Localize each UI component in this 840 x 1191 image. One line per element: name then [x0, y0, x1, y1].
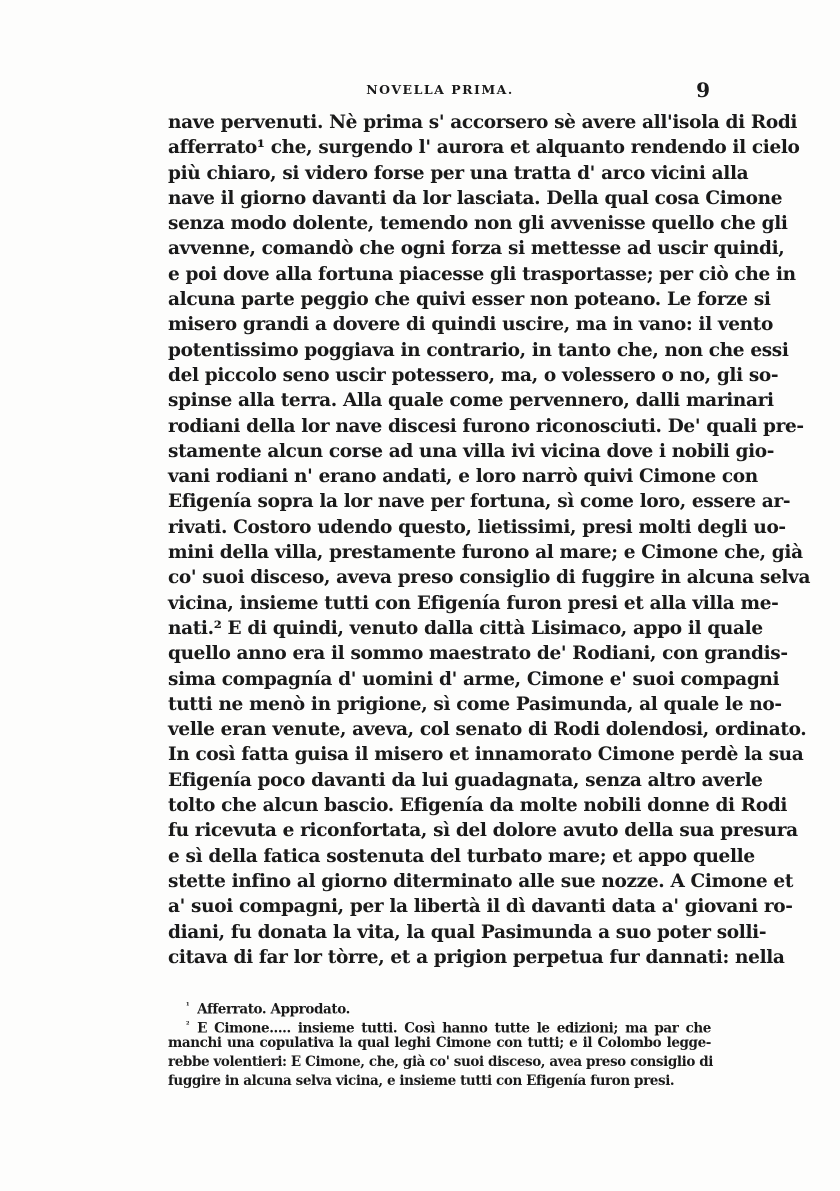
- page-header: [170, 78, 710, 102]
- text-line: diani, fu donata la vita, la qual Pasimunda a suo poter solli-: [168, 921, 767, 943]
- text-line: velle eran venute, aveva, col senato di Rodi dolendosi, ordinato.: [168, 719, 807, 741]
- text-line: spinse alla terra. Alla quale come pervennero, dalli marinari: [168, 390, 774, 412]
- text-line: rodiani della lor nave discesi furono riconosciuti. De' quali pre-: [168, 415, 804, 437]
- text-line: a' suoi compagni, per la libertà il dì davanti data a' giovani ro-: [168, 896, 793, 918]
- footnote-mark: ¹: [186, 1000, 190, 1010]
- text-line: e poi dove alla fortuna piacesse gli trasportasse; per ciò che in: [168, 263, 796, 285]
- footnote-1: [168, 996, 711, 1018]
- text-line: co' suoi disceso, aveva preso consiglio di fuggire in alcuna selva: [168, 567, 811, 589]
- text-line: Efigenía sopra la lor nave per fortuna, sì come loro, essere ar-: [168, 491, 791, 513]
- text-line: alcuna parte peggio che quivi esser non poteano. Le forze si: [168, 289, 771, 311]
- text-line: vicina, insieme tutti con Efigenía furon presi et alla villa me-: [168, 592, 779, 614]
- text-line: stette infino al giorno diterminato alle sue nozze. A Cimone et: [168, 870, 794, 892]
- text-line: tutti ne menò in prigione, sì come Pasimunda, al quale le no-: [168, 693, 782, 715]
- text-line: tolto che alcun bascio. Efigenía da molte nobili donne di Rodi: [168, 795, 788, 817]
- footnote-line: rebbe volentieri: E Cimone, che, già co' suoi disceso, avea preso consiglio di: [168, 1054, 714, 1070]
- text-line: fu ricevuta e riconfortata, sì del dolore avuto della sua presura: [168, 820, 798, 842]
- text-line: afferrato¹ che, surgendo l' aurora et alquanto rendendo il cielo: [168, 137, 800, 159]
- footnote-line: fuggire in alcuna selva vicina, e insieme tutti con Efigenía furon presi.: [168, 1073, 675, 1089]
- text-line: nati.² E di quindi, venuto dalla città Lisimaco, appo il quale: [168, 617, 763, 639]
- text-line: vani rodiani n' erano andati, e loro narrò quivi Cimone con: [168, 466, 758, 488]
- running-title: NOVELLA PRIMA.: [366, 82, 514, 97]
- text-line: del piccolo seno uscir potessero, ma, o volessero o no, gli so-: [168, 364, 779, 386]
- text-line: nave pervenuti. Nè prima s' accorsero sè avere all'isola di Rodi: [168, 112, 798, 133]
- footnote-mark: ²: [186, 1019, 190, 1029]
- page-number: 9: [696, 78, 710, 102]
- footnote-text: Afferrato. Approdato.: [197, 1001, 350, 1018]
- text-line: citava di far lor tòrre, et a prigion perpetua fur dannati: nella: [168, 946, 785, 968]
- text-line: sima compagnía d' uomini d' arme, Cimone e' suoi compagni: [168, 668, 780, 690]
- footnote-line: manchi una copulativa la qual leghi Cimone con tutti; e il Colombo legge-: [168, 1035, 711, 1051]
- text-line: senza modo dolente, temendo non gli avvenisse quello che gli: [168, 213, 788, 235]
- text-line: mini della villa, prestamente furono al mare; e Cimone che, già: [168, 542, 803, 564]
- footnote-text: E Cimone..... insieme tutti. Così hanno tutte le edizioni; ma par che: [197, 1020, 711, 1037]
- text-line: rivati. Costoro udendo questo, lietissimi, presi molti degli uo-: [168, 516, 786, 538]
- text-line: più chiaro, si videro forse per una tratta d' arco vicini alla: [168, 162, 749, 184]
- text-line: stamente alcun corse ad una villa ivi vicina dove i nobili gio-: [168, 440, 775, 462]
- text-line: nave il giorno davanti da lor lasciata. Della qual cosa Cimone: [168, 187, 783, 209]
- text-line: avvenne, comandò che ogni forza si mettesse ad uscir quindi,: [168, 238, 785, 260]
- footnote-2: [168, 1015, 711, 1037]
- body-text: [168, 110, 811, 970]
- text-line: In così fatta guisa il misero et innamorato Cimone perdè la sua: [168, 744, 804, 766]
- text-line: quello anno era il sommo maestrato de' Rodiani, con grandis-: [168, 643, 788, 665]
- text-line: Efigenía poco davanti da lui guadagnata, senza altro averle: [168, 769, 763, 791]
- text-line: e sì della fatica sostenuta del turbato mare; et appo quelle: [168, 845, 755, 867]
- text-line: misero grandi a dovere di quindi uscire, ma in vano: il vento: [168, 314, 773, 336]
- footnotes: [168, 996, 714, 1091]
- text-line: potentissimo poggiava in contrario, in tanto che, non che essi: [168, 339, 789, 361]
